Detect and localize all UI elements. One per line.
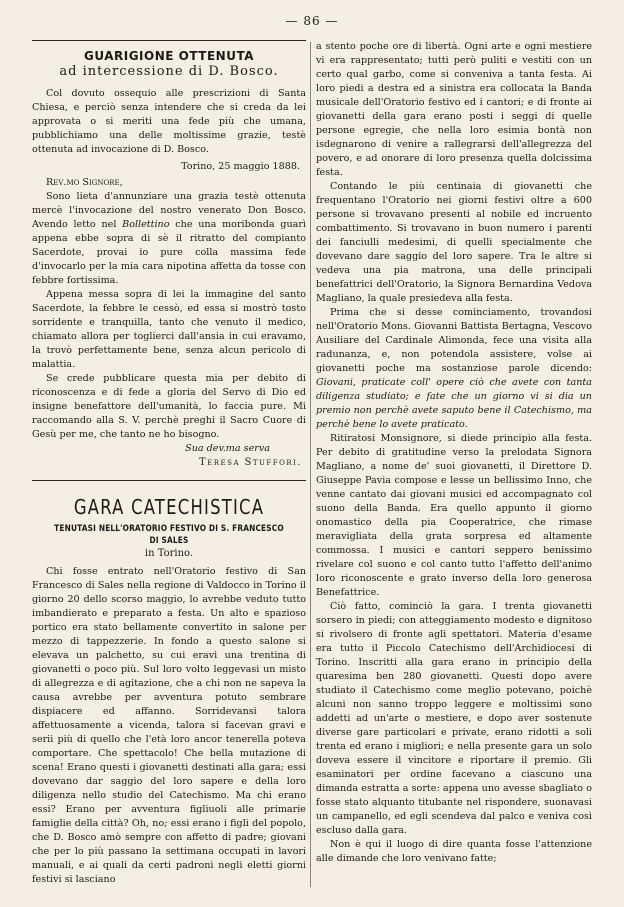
letter-paragraph-3: Se crede pubblicare questa mia per debito di riconoscenza e di fede a gloria del Servo di Dio ed insigne benefattore dell'umanità, lo faccia pure. Mi raccomando alla S. V. perchè preghi il Sacro Cuore di Gesù per me, che tanto ne ho bisogno. [32,373,306,440]
article-heading-gara: GARA CATECHISTICA [73,495,265,519]
letter-salutation: Rev.mo Signore, [46,177,123,188]
page-number: — 86 — [285,14,339,28]
column-divider [310,42,311,887]
gara-paragraph-6: Non è qui il luogo di dire quanta fosse l'attenzione alle dimande che loro venivano fatte; [316,839,592,864]
article-heading-guarigione: GUARIGIONE OTTENUTA [83,48,255,64]
gara-paragraph-2: Contando le più centinaia di giovanetti che frequentano l'Oratorio nei giorni festivi oltre a 600 persone si trovavano presenti al nobile ed incruento combattimento. Si trovavano in buon numero i parenti dei fanciulli medesimi, di quelli specialmente che dovevano dare saggio del loro sapere. Tra le altre si vedeva una pia matrona, una delle principali benefattrici dell'Oratorio, la Signora Bernardina Vedova Magliano, la quale presiedeva alla festa. [316,181,592,304]
section-rule [32,480,306,481]
gara-paragraph-3 [316,306,592,432]
right-column [316,40,592,866]
bollettino-title: Bollettino [122,219,170,230]
intro-paragraph: Col dovuto ossequio alle prescrizioni di Santa Chiesa, e perciò senza intendere che si creda da lei approvata o si meriti una fede più che umana, pubblichiamo una delle moltissime grazie, testè ottenuta ad invocazione di D. Bosco. [32,88,306,155]
left-column [32,40,306,887]
article-location-gara: in Torino. [144,548,194,559]
letter-paragraph-1 [32,190,306,288]
letter-signature: Teresa Stuffori. [199,457,302,468]
article-subheading-guarigione: ad intercessione di D. Bosco. [59,64,279,79]
letter-dateline: Torino, 25 maggio 1888. [181,161,300,172]
gara-paragraph-5: Ciò fatto, cominciò la gara. I trenta giovanetti sorsero in piedi; con atteggiamento modesto e dignitoso si rivolsero di fronte agli spettatori. Materia d'esame era tutto il Piccolo Catechismo dell'Archidiocesi di Torino. Inscritti alla gara erano in principio della quaresima ben 280 giovanetti. Questi dopo avere studiato il Catechismo come meglio potevano, poichè alcuni non sanno troppo leggere e moltissimi sono addetti ad un'arte o mestiere, e dopo aver sostenute diverse gare particolari e private, erano ridotti a soli trenta ed erano i migliori; e nella presente gara un solo doveva essere il vincitore e riportare il premio. Gli esaminatori per ordine facevano a ciascuno una dimanda estratta a sorte: appena uno avesse sbagliato o fosse stato alquanto titubante nel rispondere, suonavasi un campanello, ed egli scendeva dal palco e veniva così escluso dalla gara. [316,601,592,836]
article-subheading-gara: TENUTASI NELL'ORATORIO FESTIVO DI S. FRANCESCO DI SALES [54,524,284,546]
gara-paragraph-3-text: Prima che si desse cominciamento, trovandosi nell'Oratorio Mons. Giovanni Battista Bertagna, Vescovo Ausiliare del Cardinale Alimonda, fece una visita alla radunanza, e, non potendola assistere, volse ai giovanetti poche ma sostanziose parole dicendo: [316,307,592,374]
gara-paragraph-continued: a stento poche ore di libertà. Ogni arte e ogni mestiere vi era rappresentato; tutti però puliti e vestiti con un certo qual garbo, come si conveniva a tanta festa. Ai loro piedi a destra ed a sinistra era collocata la Banda musicale dell'Oratorio festivo ed i cantori; e di fronte ai giovanetti della gara erano posti i seggi di quelle persone egregie, che nella loro esimia bontà non isdegnarono di venire a rallegrarsi dell'allegrezza del povero, e ad onorare di loro presenza quella dolcissima festa. [316,41,592,178]
bishop-quote: Giovani, praticate coll' opere ciò che avete con tanta diligenza studiato; e fate che un giorno vi si dia un premio non perchè avete saputo bene il Catechismo, ma perchè bene lo avete praticato. [316,377,592,430]
letter-paragraph-2: Appena messa sopra di lei la immagine del santo Sacerdote, la febbre le cessò, ed essa si mostrò tosto sorridente e tranquilla, tanto che venuto il medico, chiamato allora per toglierci dall'ansia in cui eravamo, la trovò perfettamente bene, senza alcun pericolo di malattia. [32,289,306,370]
gara-paragraph-1: Chi fosse entrato nell'Oratorio festivo di San Francesco di Sales nella regione di Valdocco in Torino il giorno 20 dello scorso maggio, lo avrebbe veduto tutto imbandierato e preparato a festa. Un alto e spazioso portico era stato bellamente convertito in salone per mezzo di tappezzerie. In fondo a questo salone si elevava un palchetto, su cui eravi una trentina di giovanetti o poco più. Sul loro volto leggevasi un misto di allegrezza e di agitazione, che a chi non ne sapeva la causa avrebbe per avventura potuto sembrare dispiacere ed affanno. Sorridevansi talora affettuosamente a vicenda, talora si facevan gravi e serii più di quello che l'età loro ancor tenerella poteva comportare. Che spettacolo! Che bella mutazione di scena! Erano questi i giovanetti destinati alla gara; essi dovevano dar saggio del loro sapere e della loro diligenza nello studio del Catechismo. Ma chi erano essi? Erano per avventura figliuoli alle primarie famiglie della città? Oh, no; essi erano i figli del popolo, che D. Bosco amò sempre con affetto di padre; giovani che per lo più passano la settimana occupati in lavori manuali, e ai quali da certi padroni negli eletti giorni festivi si lasciano [32,566,306,885]
gara-paragraph-4: Ritiratosi Monsignore, si diede principio alla festa. Per debito di gratitudine verso la prelodata Signora Magliano, a nome de' suoi giovanetti, il Direttore D. Giuseppe Pavia compose e lesse un bellissimo Inno, che venne cantato dai giovani musici ed accompagnato col suono della Banda. Era quello appunto il giorno onomastico della pia Cooperatrice, che rimase meravigliata della grata sorpresa ed altamente commossa. I musici e cantori seppero benissimo rivelare col suono e col canto tutto l'affetto dell'animo loro riconoscente e grato inverso della loro generosa Benefattrice. [316,433,592,598]
letter-closing: Sua dev.ma serva [185,443,270,454]
letter-paragraph-1-text-a: Sono lieta d'annunziare una grazia testè ottenuta mercè l'invocazione del nostro venerato Don Bosco. Avendo letto nel [32,191,306,230]
letter-paragraph-1-text-b: che una moribonda guarì appena ebbe sopra di sè il ritratto del compianto Sacerdote, provai io pure colla massima fede d'invocarlo per la mia cara nipotina affetta da tosse con febbre fortissima. [32,219,306,286]
top-rule [32,40,306,41]
